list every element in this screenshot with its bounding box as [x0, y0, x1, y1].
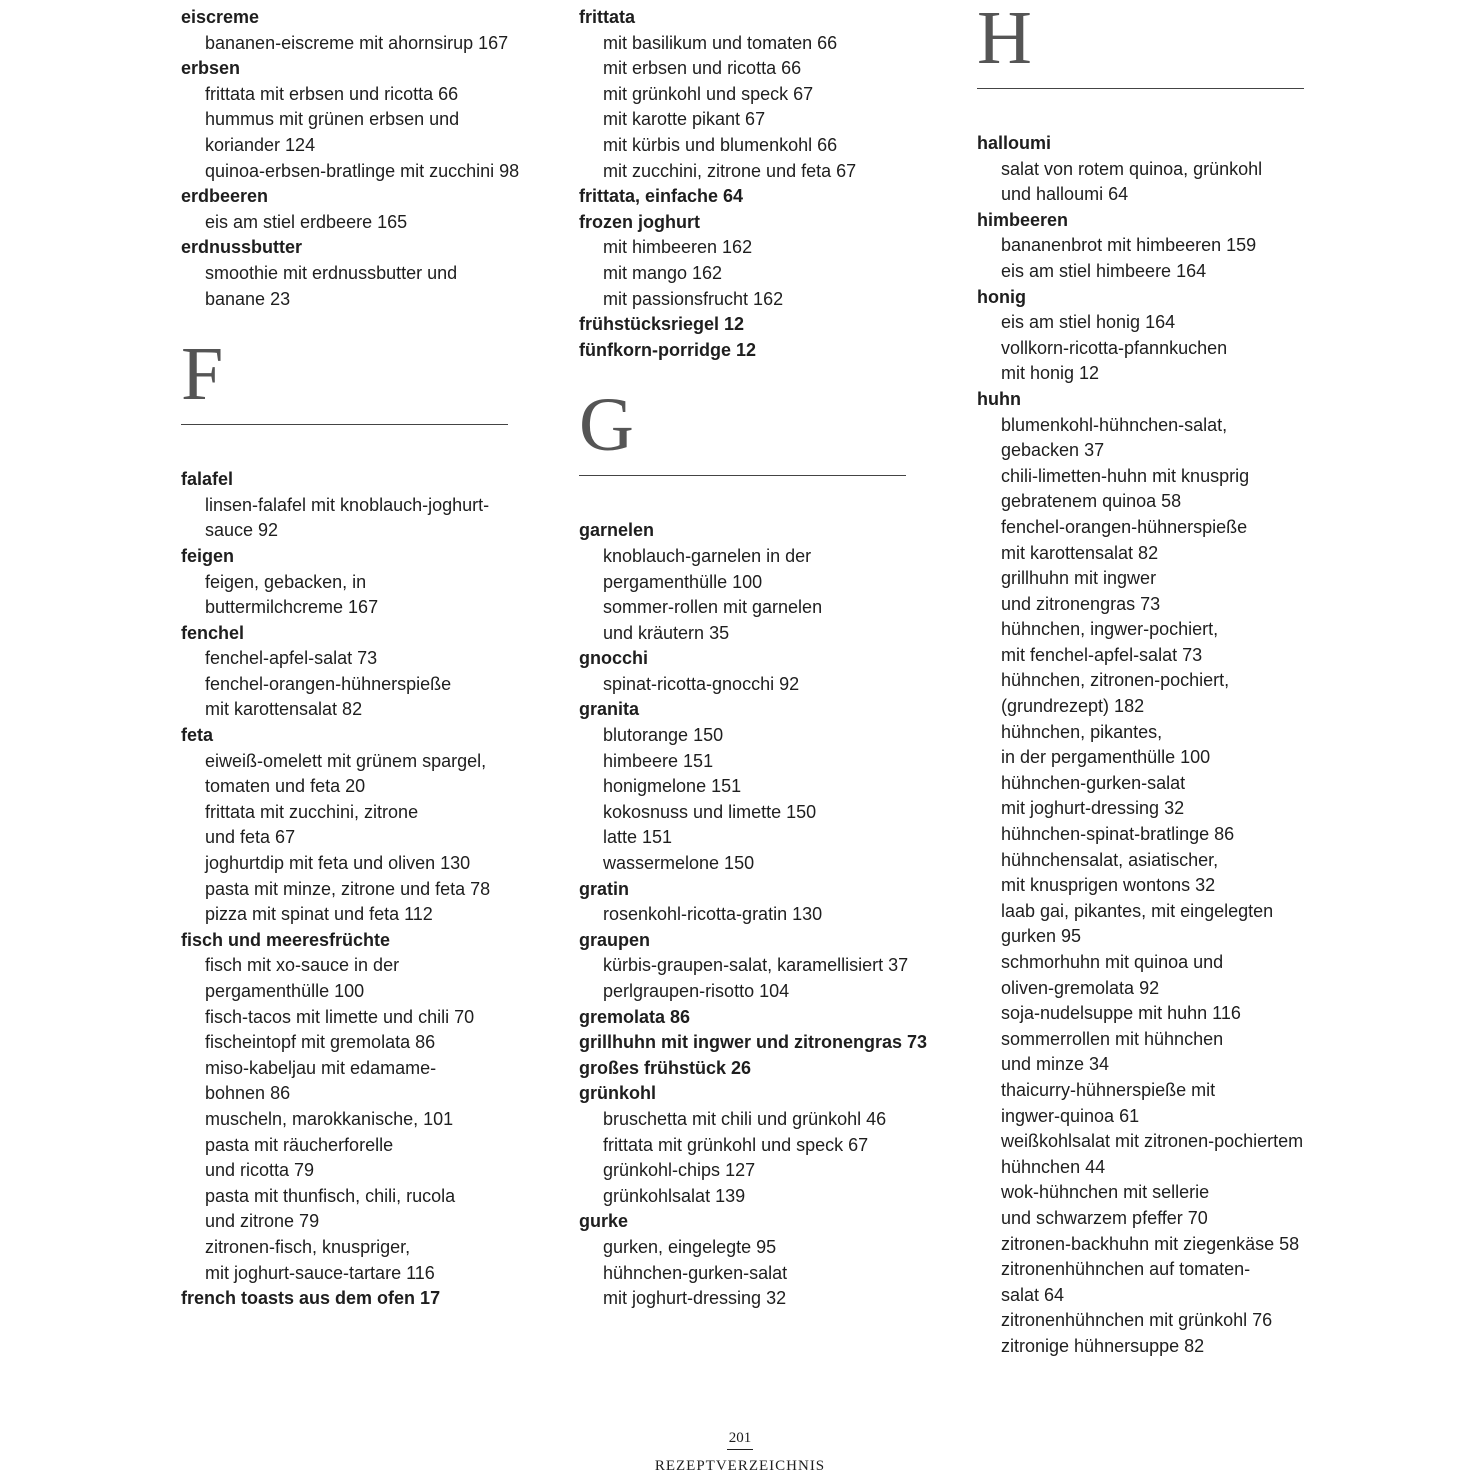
- index-heading: gnocchi: [579, 648, 649, 669]
- section-title: REZEPTVERZEICHNIS: [654, 1458, 826, 1474]
- index-heading: garnelen: [579, 520, 655, 541]
- index-heading: honig: [977, 286, 1026, 307]
- index-entry: fischeintopf mit gremolata 86: [205, 1032, 436, 1053]
- index-entry: rosenkohl-ricotta-gratin 130: [603, 904, 823, 925]
- index-entry: linsen-falafel mit knoblauch-joghurt-: [205, 494, 490, 515]
- index-entry: fisch-tacos mit limette und chili 70: [205, 1006, 475, 1027]
- index-entry: weißkohlsalat mit zitronen-pochiertem: [1001, 1131, 1304, 1152]
- index-heading: gratin: [579, 878, 630, 899]
- index-entry: mit himbeeren 162: [603, 237, 753, 258]
- index-heading: erdbeeren: [181, 186, 269, 207]
- index-entry: zitronenhühnchen auf tomaten-: [1001, 1259, 1251, 1280]
- index-entry: wassermelone 150: [603, 853, 755, 874]
- index-entry: hühnchen-gurken-salat: [1001, 772, 1186, 793]
- index-entry: kokosnuss und limette 150: [603, 801, 817, 822]
- index-entry: tomaten und feta 20: [205, 776, 366, 797]
- index-entry: mit joghurt-sauce-tartare 116: [205, 1262, 435, 1283]
- index-entry: in der pergamenthülle 100: [1001, 747, 1211, 768]
- index-entry: wok-hühnchen mit sellerie: [1001, 1182, 1210, 1203]
- index-entry: laab gai, pikantes, mit eingelegten: [1001, 900, 1274, 921]
- index-heading: huhn: [977, 388, 1021, 409]
- index-heading: erdnussbutter: [181, 237, 303, 258]
- index-entry: oliven-gremolata 92: [1001, 977, 1160, 998]
- index-heading: fenchel: [181, 622, 245, 643]
- index-entry: knoblauch-garnelen in der: [603, 545, 812, 566]
- index-entry: fenchel-apfel-salat 73: [205, 648, 378, 669]
- section-letter: F: [181, 332, 224, 417]
- index-entry: fenchel-orangen-hühnerspieße: [1001, 516, 1248, 537]
- index-entry: frittata mit erbsen und ricotta 66: [205, 83, 459, 104]
- index-entry: salat von rotem quinoa, grünkohl: [1001, 158, 1263, 179]
- index-entry: (grundrezept) 182: [1001, 696, 1145, 717]
- index-column-3: [977, 0, 1317, 1360]
- index-heading: granita: [579, 699, 640, 720]
- index-entry: spinat-ricotta-gnocchi 92: [603, 673, 800, 694]
- index-entries-e: [181, 5, 521, 312]
- index-entry: pergamenthülle 100: [603, 571, 763, 592]
- index-entries-f-cont: [579, 5, 919, 363]
- index-heading: großes frühstück 26: [579, 1057, 752, 1078]
- index-heading: frittata, einfache 64: [579, 186, 744, 207]
- index-entry: und schwarzem pfeffer 70: [1001, 1207, 1208, 1228]
- index-entry: chili-limetten-huhn mit knusprig: [1001, 465, 1250, 486]
- index-heading: halloumi: [977, 133, 1052, 153]
- index-entry: mit erbsen und ricotta 66: [603, 58, 802, 79]
- index-entry: und kräutern 35: [603, 622, 730, 643]
- index-entry: blumenkohl-hühnchen-salat,: [1001, 414, 1228, 435]
- index-entry: buttermilchcreme 167: [205, 597, 379, 618]
- index-entry: quinoa-erbsen-bratlinge mit zucchini 98: [205, 160, 520, 181]
- index-heading: feigen: [181, 545, 235, 566]
- index-heading: grünkohl: [579, 1083, 656, 1104]
- index-entry: und minze 34: [1001, 1054, 1110, 1075]
- index-entry: gebacken 37: [1001, 440, 1105, 461]
- index-entry: sauce 92: [205, 520, 279, 541]
- index-entry: pasta mit räucherforelle: [205, 1134, 394, 1155]
- index-entry: frittata mit grünkohl und speck 67: [603, 1134, 869, 1155]
- index-entry: hummus mit grünen erbsen und: [205, 109, 460, 130]
- index-entry: pasta mit thunfisch, chili, rucola: [205, 1185, 456, 1206]
- index-entry: mit karottensalat 82: [1001, 542, 1159, 563]
- index-entry: feigen, gebacken, in: [205, 571, 367, 592]
- index-entry: miso-kabeljau mit edamame-: [205, 1057, 437, 1078]
- index-heading: frittata: [579, 7, 636, 27]
- page-number: 201: [0, 1430, 1480, 1450]
- index-entry: hühnchen, pikantes,: [1001, 721, 1163, 742]
- index-entry: und zitrone 79: [205, 1211, 320, 1232]
- index-heading: fünfkorn-porridge 12: [579, 339, 757, 360]
- index-entry: fisch mit xo-sauce in der: [205, 955, 400, 976]
- section-letter: H: [977, 0, 1032, 80]
- index-heading: feta: [181, 725, 214, 746]
- index-heading: gremolata 86: [579, 1006, 691, 1027]
- index-entry: grünkohlsalat 139: [603, 1185, 746, 1206]
- index-entry: mit knusprigen wontons 32: [1001, 875, 1216, 896]
- index-entry: gurken 95: [1001, 926, 1082, 947]
- letter-section-g: [579, 363, 919, 518]
- index-entry: eis am stiel honig 164: [1001, 312, 1176, 333]
- index-heading: french toasts aus dem ofen 17: [181, 1288, 441, 1309]
- index-entry: koriander 124: [205, 134, 316, 155]
- index-entry: joghurtdip mit feta und oliven 130: [205, 853, 471, 874]
- index-heading: erbsen: [181, 58, 241, 79]
- index-entry: und feta 67: [205, 827, 296, 848]
- index-entry: mit karottensalat 82: [205, 699, 363, 720]
- index-heading: falafel: [181, 469, 234, 490]
- index-heading: frozen joghurt: [579, 211, 700, 232]
- index-entry: soja-nudelsuppe mit huhn 116: [1001, 1003, 1241, 1024]
- index-entry: sommer-rollen mit garnelen: [603, 597, 823, 618]
- index-entry: pizza mit spinat und feta 112: [205, 904, 433, 925]
- letter-section-h: [977, 0, 1317, 131]
- index-entry: muscheln, marokkanische, 101: [205, 1108, 454, 1129]
- index-entry: fenchel-orangen-hühnerspieße: [205, 673, 452, 694]
- index-entry: eiweiß-omelett mit grünem spargel,: [205, 750, 487, 771]
- index-entry: mit mango 162: [603, 262, 723, 283]
- index-entry: honigmelone 151: [603, 776, 742, 797]
- index-heading: frühstücksriegel 12: [579, 314, 745, 335]
- index-entry: thaicurry-hühnerspieße mit: [1001, 1079, 1216, 1100]
- index-entry: mit kürbis und blumenkohl 66: [603, 134, 838, 155]
- index-entry: und zitronengras 73: [1001, 593, 1161, 614]
- index-entry: grünkohl-chips 127: [603, 1160, 756, 1181]
- index-entry: mit honig 12: [1001, 363, 1100, 384]
- index-entries-g: [579, 518, 928, 1311]
- index-entry: und ricotta 79: [205, 1160, 315, 1181]
- index-entry: hühnchen 44: [1001, 1156, 1106, 1177]
- index-entries-h: [977, 131, 1317, 1360]
- index-entry: eis am stiel erdbeere 165: [205, 211, 408, 232]
- index-entry: eis am stiel himbeere 164: [1001, 260, 1207, 281]
- index-entry: banane 23: [205, 288, 291, 309]
- index-entry: mit grünkohl und speck 67: [603, 83, 814, 104]
- index-heading: graupen: [579, 929, 651, 950]
- index-entry: ingwer-quinoa 61: [1001, 1105, 1140, 1126]
- index-entry: pergamenthülle 100: [205, 981, 365, 1001]
- index-entry: zitronen-fisch, knuspriger,: [205, 1236, 411, 1257]
- index-entry: vollkorn-ricotta-pfannkuchen: [1001, 337, 1228, 358]
- index-entry: pasta mit minze, zitrone und feta 78: [205, 878, 491, 899]
- index-entry: bananenbrot mit himbeeren 159: [1001, 235, 1257, 256]
- letter-section-f: [181, 312, 521, 467]
- index-entry: gebratenem quinoa 58: [1001, 491, 1182, 512]
- index-entry: blutorange 150: [603, 725, 724, 746]
- index-entry: zitronen-backhuhn mit ziegenkäse 58: [1001, 1233, 1300, 1254]
- index-heading: himbeeren: [977, 209, 1069, 230]
- index-entry: hühnchen-gurken-salat: [603, 1262, 788, 1283]
- index-heading: gurke: [579, 1211, 629, 1232]
- index-heading: eiscreme: [181, 7, 260, 27]
- index-heading: grillhuhn mit ingwer und zitronengras 73: [579, 1032, 928, 1053]
- section-letter: G: [579, 383, 634, 468]
- index-column-1: [181, 5, 521, 1312]
- index-entry: mit karotte pikant 67: [603, 109, 766, 130]
- index-entry: smoothie mit erdnussbutter und: [205, 262, 458, 283]
- index-entry: himbeere 151: [603, 750, 714, 771]
- index-entry: hühnchensalat, asiatischer,: [1001, 849, 1219, 870]
- index-entry: salat 64: [1001, 1284, 1065, 1305]
- index-entry: hühnchen, ingwer-pochiert,: [1001, 619, 1219, 640]
- index-entry: mit basilikum und tomaten 66: [603, 32, 838, 53]
- index-entry: perlgraupen-risotto 104: [603, 981, 790, 1001]
- index-entry: und halloumi 64: [1001, 184, 1129, 205]
- index-entry: frittata mit zucchini, zitrone: [205, 801, 419, 822]
- index-entry: schmorhuhn mit quinoa und: [1001, 952, 1224, 972]
- index-heading: fisch und meeresfrüchte: [181, 929, 391, 950]
- index-entry: kürbis-graupen-salat, karamellisiert 37: [603, 955, 909, 976]
- index-entry: mit zucchini, zitrone und feta 67: [603, 160, 857, 181]
- index-entry: gurken, eingelegte 95: [603, 1236, 777, 1257]
- index-entry: bohnen 86: [205, 1083, 291, 1104]
- index-entries-f: [181, 467, 521, 1312]
- index-entry: zitronenhühnchen mit grünkohl 76: [1001, 1310, 1273, 1331]
- index-entry: mit fenchel-apfel-salat 73: [1001, 644, 1203, 665]
- index-entry: sommerrollen mit hühnchen: [1001, 1028, 1224, 1049]
- index-entry: mit joghurt-dressing 32: [1001, 798, 1185, 819]
- index-entry: hühnchen-spinat-bratlinge 86: [1001, 824, 1235, 845]
- index-entry: bananen-eiscreme mit ahornsirup 167: [205, 32, 509, 53]
- index-entry: bruschetta mit chili und grünkohl 46: [603, 1108, 887, 1129]
- index-entry: mit joghurt-dressing 32: [603, 1288, 787, 1309]
- index-entry: latte 151: [603, 827, 673, 848]
- index-entry: grillhuhn mit ingwer: [1001, 568, 1157, 589]
- index-entry: mit passionsfrucht 162: [603, 288, 784, 309]
- index-entry: zitronige hühnersuppe 82: [1001, 1335, 1205, 1356]
- index-entry: hühnchen, zitronen-pochiert,: [1001, 670, 1230, 691]
- index-column-2: [579, 5, 928, 1312]
